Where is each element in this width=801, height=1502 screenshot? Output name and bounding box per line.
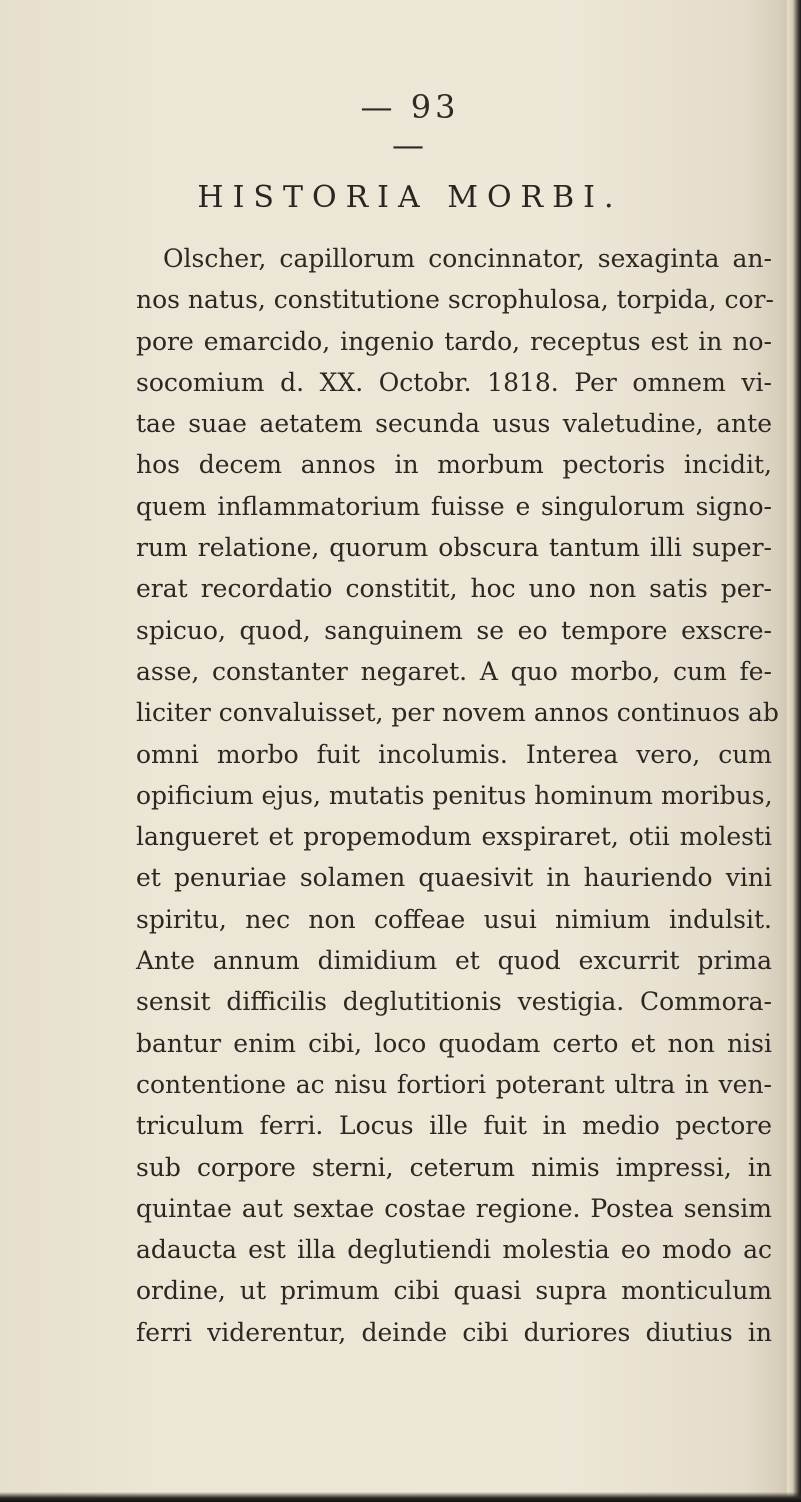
text-line: langueret et propemodum exspiraret, otii molesti <box>136 822 772 852</box>
text-line: asse, constanter negaret. A quo morbo, cum fe- <box>136 656 772 686</box>
text-line: pore emarcido, ingenio tardo, receptus est in no- <box>136 326 772 356</box>
text-line: opificium ejus, mutatis penitus hominum moribus, <box>136 780 773 810</box>
section-heading: HISTORIA MORBI. <box>197 180 623 215</box>
text-line: hos decem annos in morbum pectoris incidit, <box>136 450 772 480</box>
text-line: socomium d. XX. Octobr. 1818. Per omnem vi- <box>136 367 772 397</box>
text-line: adaucta est illa deglutiendi molestia eo modo ac <box>136 1235 772 1265</box>
body-text <box>136 238 779 1353</box>
text-line: bantur enim cibi, loco quodam certo et non nisi <box>136 1028 772 1058</box>
page-number: — 93 — <box>360 88 460 164</box>
text-line: quintae aut sextae costae regione. Postea sensim <box>136 1193 772 1223</box>
text-line: triculum ferri. Locus ille fuit in medio pectore <box>136 1111 772 1141</box>
text-line: nos natus, constitutione scrophulosa, torpida, cor- <box>136 285 774 315</box>
text-line: tae suae aetatem secunda usus valetudine, ante <box>136 409 772 439</box>
text-line: omni morbo fuit incolumis. Interea vero, cum <box>136 739 772 769</box>
text-line: erat recordatio constitit, hoc uno non satis per- <box>136 574 772 604</box>
text-line: liciter convaluisset, per novem annos continuos ab <box>136 698 779 728</box>
text-line: Ante annum dimidium et quod excurrit prima <box>136 946 772 976</box>
text-line: Olscher, capillorum concinnator, sexaginta an- <box>163 244 772 273</box>
page-edge-shadow <box>787 0 801 1502</box>
text-line: quem inflammatorium fuisse e singulorum signo- <box>136 491 772 521</box>
text-line: contentione ac nisu fortiori poterant ultra in ven- <box>136 1069 772 1099</box>
text-line: ferri viderentur, deinde cibi duriores diutius in <box>136 1317 772 1347</box>
text-line: et penuriae solamen quaesivit in hauriendo vini <box>136 863 772 893</box>
text-line: rum relatione, quorum obscura tantum illi super- <box>136 533 772 563</box>
text-line: spicuo, quod, sanguinem se eo tempore exscre- <box>136 615 772 645</box>
text-line: ordine, ut primum cibi quasi supra monticulum <box>136 1276 772 1306</box>
page-bottom-shadow <box>0 1492 801 1502</box>
text-line: spiritu, nec non coffeae usui nimium indulsit. <box>136 904 772 934</box>
text-line: sub corpore sterni, ceterum nimis impressi, in <box>136 1152 772 1182</box>
text-line: sensit difficilis deglutitionis vestigia. Commora- <box>136 987 772 1017</box>
